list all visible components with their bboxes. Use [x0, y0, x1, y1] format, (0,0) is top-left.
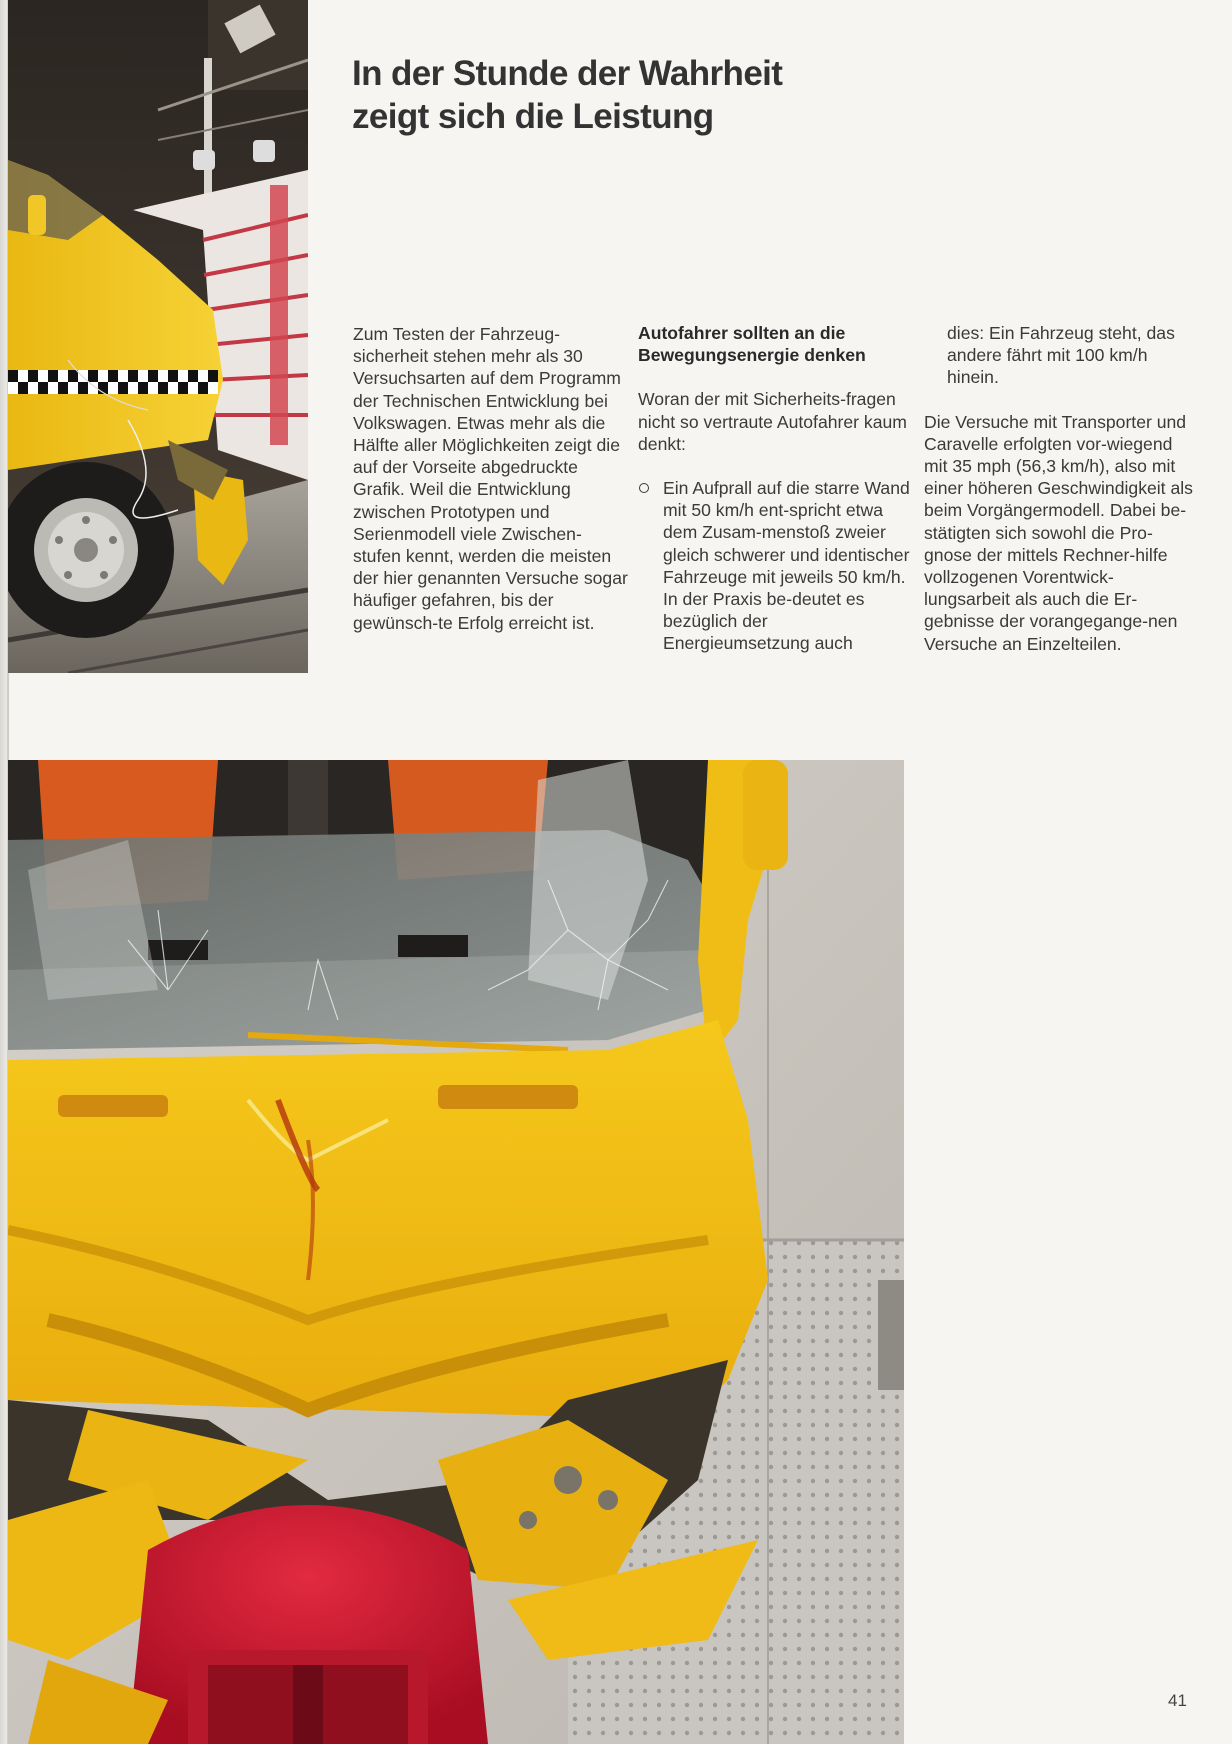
photo-crash-test-van — [8, 0, 308, 673]
intro-paragraph: Woran der mit Sicherheits-fragen nicht so vertraute Autofahrer kaum denkt: — [638, 389, 907, 454]
bullet-continuation: dies: Ein Fahrzeug steht, das andere fährt mit 100 km/h hinein. — [947, 323, 1175, 388]
photo-crushed-van-front — [8, 760, 904, 1744]
section-subheading: Autofahrer sollten an die Bewegungsenergie denken — [638, 323, 866, 366]
text-column-1 — [353, 323, 628, 634]
body-paragraph-2: Die Versuche mit Transporter und Caravelle erfolgten vor-wiegend mit 35 mph (56,3 km/h), also mit einer höheren Geschwindigkeit als beim Vorgängermodell. Dabei be-stätigten sich sowohl die Pro-gnose der mittels Rechner-hilfe vollzogenen Vorentwick-lungsarbeit als auch die Er-gebnisse der vorangegange-nen Versuche an Einzelteilen. — [924, 411, 1193, 654]
bullet-text: Ein Aufprall auf die starre Wand mit 50 km/h ent-spricht etwa dem Zusam-menstoß zweier gleich schwerer und identischer Fahrzeuge mit jeweils 50 km/h. In der Praxis be-deutet es bezüglich der Energieumsetzung auch — [663, 478, 910, 654]
page-number: 41 — [1168, 1691, 1187, 1710]
text-column-3 — [924, 322, 1199, 655]
body-paragraph: Zum Testen der Fahrzeug-sicherheit stehen mehr als 30 Versuchsarten auf dem Programm der Technischen Entwicklung bei Volkswagen. Etwas mehr als die Hälfte aller Möglichkeiten zeigt die auf der Vorseite abgedruckte Grafik. Weil die Entwicklung zwischen Prototypen und Serienmodell viele Zwischen-stufen kennt, werden die meisten der hier genannten Versuche sogar häufiger gefahren, bis der gewünsch-te Erfolg erreicht ist. — [353, 324, 628, 633]
bullet-circle-icon — [639, 483, 649, 493]
title-line-1: In der Stunde der Wahrheit — [352, 54, 783, 93]
bullet-item — [638, 477, 910, 655]
title-line-2: zeigt sich die Leistung — [352, 97, 714, 136]
page-title — [352, 52, 912, 138]
text-column-2 — [638, 322, 910, 655]
